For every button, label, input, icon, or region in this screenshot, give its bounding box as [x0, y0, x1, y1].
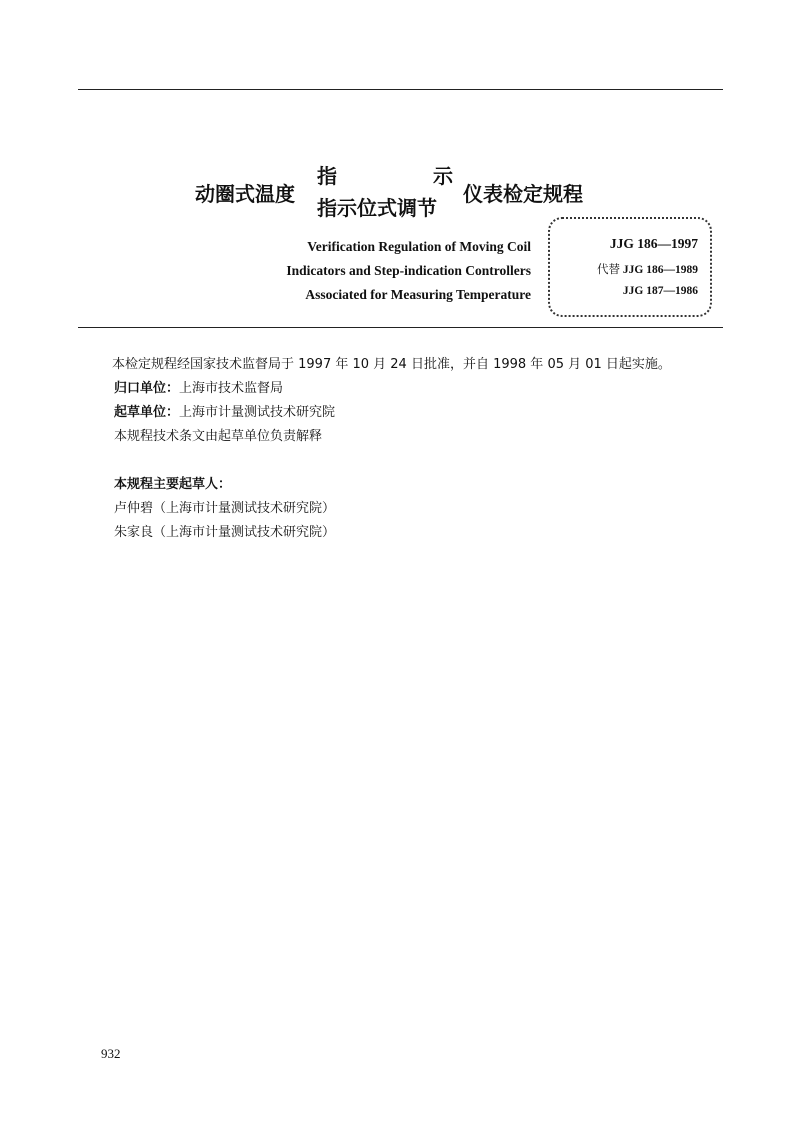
- author-entry: 卢仲碧（上海市计量测试技术研究院）: [114, 501, 336, 516]
- page-number: 932: [101, 1046, 121, 1061]
- title-stack-bottom: 指示位式调节: [317, 196, 437, 220]
- spacer: [84, 449, 724, 473]
- drafting-unit-label: 起草单位：: [114, 405, 180, 420]
- replaces-code-1-value: JJG 186—1989: [622, 264, 698, 276]
- top-rule: [78, 89, 723, 90]
- replaces-code-2: JJG 187—1986: [622, 285, 698, 297]
- authors-heading: 本规程主要起草人：: [114, 477, 232, 492]
- responsible-unit: [84, 377, 724, 401]
- english-title-line: Verification Regulation of Moving Coil: [307, 239, 531, 254]
- replaces-prefix: 代替: [597, 264, 621, 276]
- replaces-code-1: [597, 261, 698, 277]
- drafting-unit: [84, 401, 724, 425]
- document-body: [84, 353, 724, 545]
- interpretation-note: 本规程技术条文由起草单位负责解释: [114, 429, 323, 444]
- title-part-left: 动圈式温度: [195, 182, 295, 206]
- approval-paragraph: 本检定规程经国家技术监督局于 1997 年 10 月 24 日批准，并自 1998 年 05 月 01 日起实施。: [112, 357, 671, 372]
- chinese-title: [195, 158, 625, 218]
- english-title-line: Indicators and Step-indication Controllers: [286, 263, 531, 278]
- title-stack-top-b: 示: [433, 164, 453, 188]
- responsible-unit-value: 上海市技术监督局: [179, 381, 284, 396]
- author-entry: 朱家良（上海市计量测试技术研究院）: [114, 525, 336, 540]
- english-title: [286, 235, 531, 307]
- title-stack-top-a: 指: [317, 164, 337, 188]
- title-part-right: 仪表检定规程: [463, 182, 583, 206]
- standard-code: JJG 186—1997: [609, 236, 698, 251]
- section-rule: [78, 327, 723, 328]
- english-title-line: Associated for Measuring Temperature: [305, 287, 531, 302]
- responsible-unit-label: 归口单位：: [114, 381, 180, 396]
- drafting-unit-value: 上海市计量测试技术研究院: [179, 405, 336, 420]
- standard-code-box: [548, 217, 712, 317]
